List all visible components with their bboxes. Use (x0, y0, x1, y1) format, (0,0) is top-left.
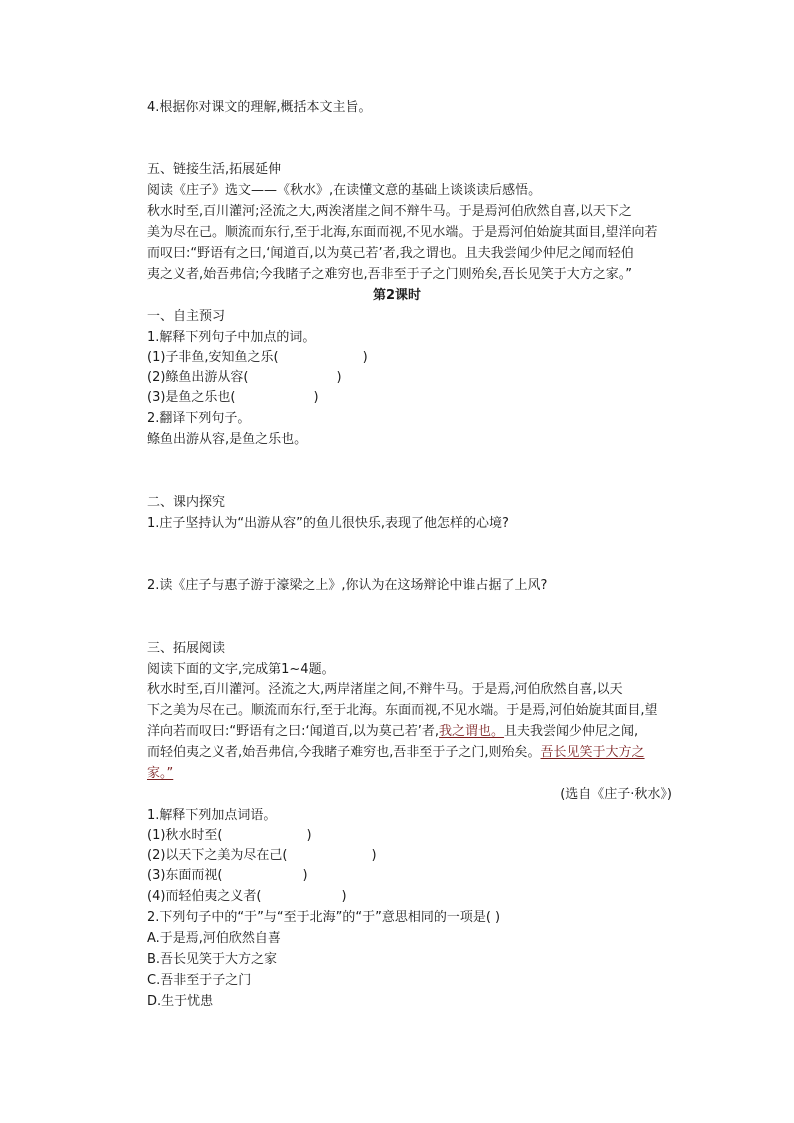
option-b: B.吾长见笑于大方之家 (147, 952, 278, 967)
fill-item: (1)秋水时至( ) (147, 828, 312, 843)
question-1: 1.庄子坚持认为“出游从容”的鱼儿很快乐,表现了他怎样的心境? (147, 516, 509, 531)
underlined-phrase: 我之谓也。 (439, 724, 505, 739)
fill-item: (2)鲦鱼出游从容( ) (147, 370, 342, 385)
passage-line: 夷之义者,始吾弗信;今我睹子之难穷也,吾非至于子之门则殆矣,吾长见笑于大方之家。” (147, 267, 633, 282)
lesson-title: 第2课时 (372, 288, 422, 303)
section-5-heading: 五、链接生活,拓展延伸 (147, 162, 282, 177)
question-4: 4.根据你对课文的理解,概括本文主旨。 (147, 100, 372, 115)
underlined-phrase: 吾长见笑于大方之 (540, 745, 645, 760)
fill-item: (3)东面而视( ) (147, 868, 308, 883)
source-citation: (选自《庄子·秋水》) (560, 787, 672, 802)
passage-line: 秋水时至,百川灌河;泾流之大,两涘渚崖之间不辩牛马。于是焉河伯欣然自喜,以天下之 (147, 204, 632, 219)
option-c: C.吾非至于子之门 (147, 973, 252, 988)
question-1: 1.解释下列句子中加点的词。 (147, 330, 316, 345)
translate-sentence: 鲦鱼出游从容,是鱼之乐也。 (147, 432, 308, 447)
fill-item: (1)子非鱼,安知鱼之乐( ) (147, 350, 368, 365)
option-a: A.于是焉,河伯欣然自喜 (147, 931, 281, 946)
section-5-instruction: 阅读《庄子》选文——《秋水》,在读懂文意的基础上谈谈读后感悟。 (147, 183, 542, 198)
question-2: 2.读《庄子与惠子游于濠梁之上》,你认为在这场辩论中谁占据了上风? (147, 578, 548, 593)
passage-line: 而叹曰:“野语有之曰,‘闻道百,以为莫己若’者,我之谓也。且夫我尝闻少仲尼之闻而轻伯 (147, 246, 634, 261)
section-1-heading: 一、自主预习 (147, 309, 226, 324)
passage-line: 下之美为尽在己。顺流而东行,至于北海。东面而视,不见水端。于是焉,河伯始旋其面目,望 (147, 703, 658, 718)
section-3-heading: 三、拓展阅读 (147, 641, 226, 656)
question-2: 2.翻译下列句子。 (147, 411, 251, 426)
question-1: 1.解释下列加点词语。 (147, 808, 277, 823)
fill-item: (2)以天下之美为尽在己( ) (147, 848, 377, 863)
underlined-phrase: 家。” (147, 766, 174, 781)
fill-item: (4)而轻伯夷之义者( ) (147, 889, 347, 904)
section-3-instruction: 阅读下面的文字,完成第1~4题。 (147, 662, 335, 677)
passage-line: 而轻伯夷之义者,始吾弗信,今我睹子难穷也,吾非至于子之门,则殆矣。吾长见笑于大方之 (147, 745, 645, 760)
passage-line: 洋向若而叹曰:“野语有之曰:‘闻道百,以为莫己若’者,我之谓也。且夫我尝闻少仲尼之闻, (147, 724, 639, 739)
fill-item: (3)是鱼之乐也( ) (147, 390, 319, 405)
section-2-heading: 二、课内探究 (147, 495, 226, 510)
option-d: D.生于忧患 (147, 994, 214, 1009)
passage-line: 美为尽在己。顺流而东行,至于北海,东面而视,不见水端。于是焉河伯始旋其面目,望洋向若 (147, 225, 658, 240)
question-2: 2.下列句子中的“于”与“至于北海”的“于”意思相同的一项是( ) (147, 910, 501, 925)
passage-line: 秋水时至,百川灌河。泾流之大,两岸渚崖之间,不辩牛马。于是焉,河伯欣然自喜,以天 (147, 682, 623, 697)
passage-line (147, 764, 173, 784)
